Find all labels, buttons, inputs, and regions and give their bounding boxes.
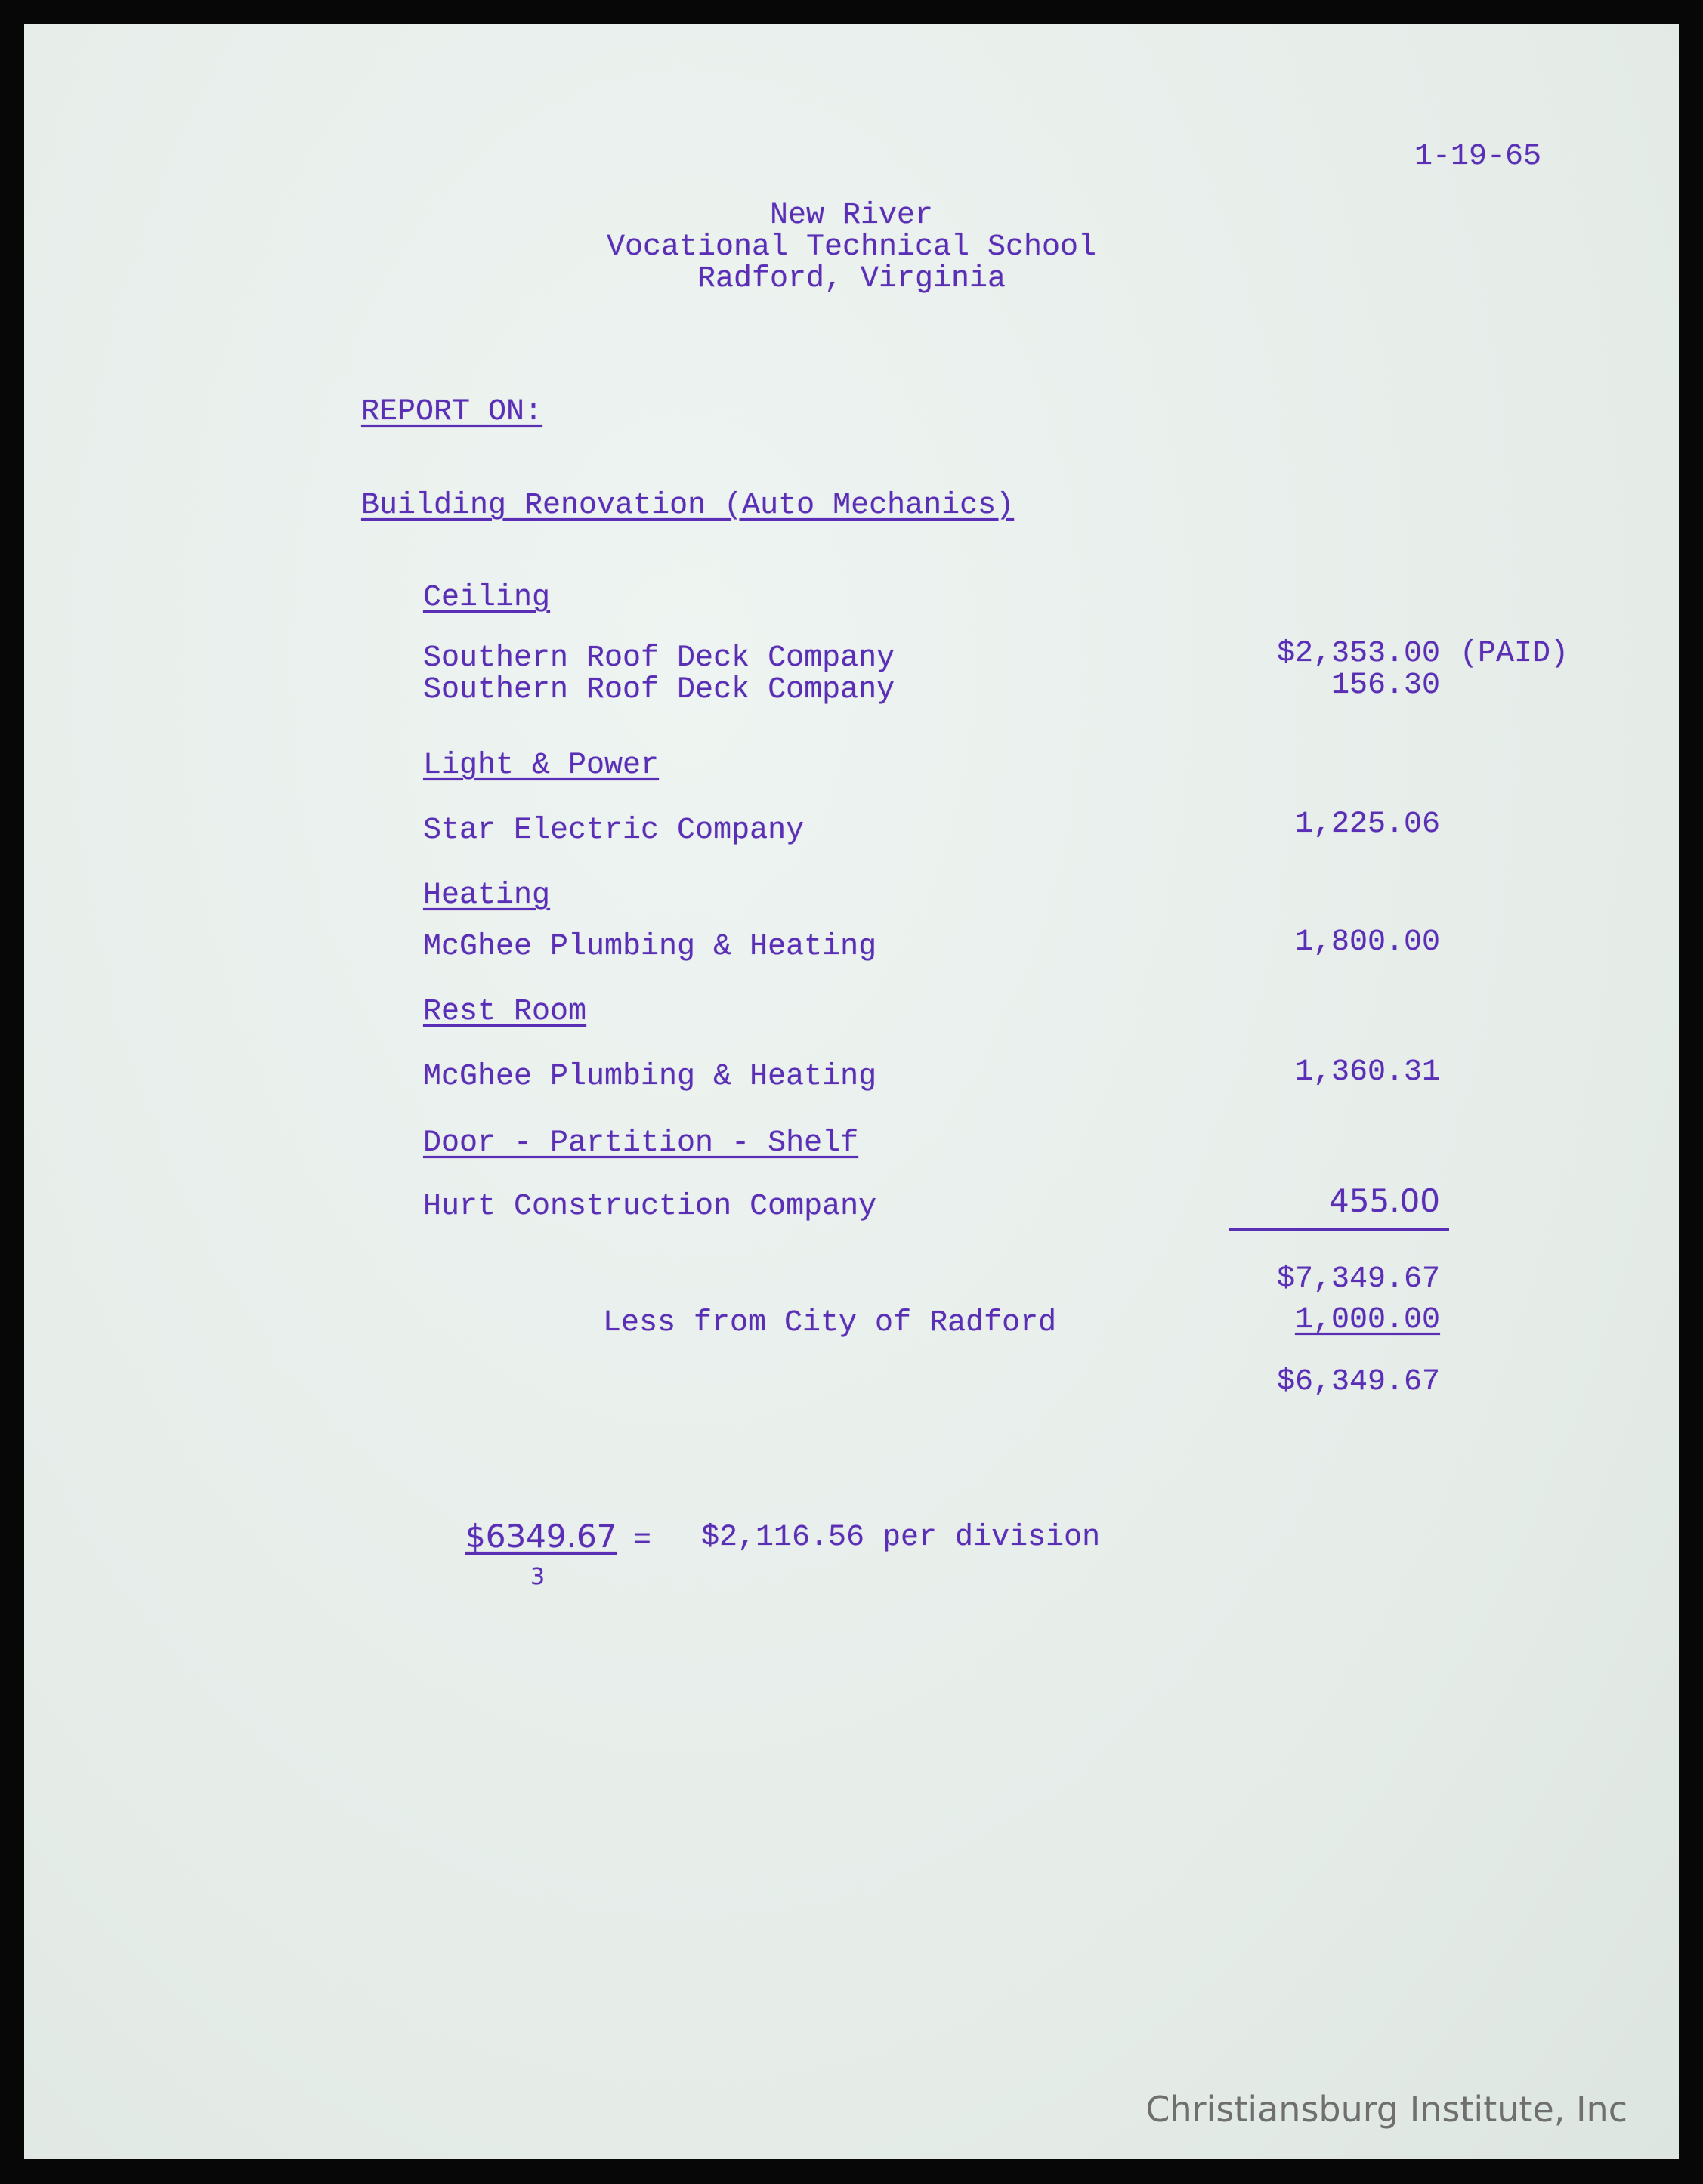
division-numerator: $6349.67	[465, 1518, 617, 1555]
project-title: Building Renovation (Auto Mechanics)	[361, 489, 1015, 523]
document-page	[24, 24, 1679, 2159]
section-heading-door-partition-shelf: Door - Partition - Shelf	[423, 1126, 859, 1160]
section-heading-rest-room: Rest Room	[423, 995, 587, 1029]
report-label: REPORT ON:	[361, 395, 543, 429]
line-item-amount: 156.30	[1331, 669, 1440, 703]
subtotal-amount: $7,349.67	[1276, 1262, 1440, 1296]
line-item-vendor: Star Electric Company	[423, 814, 805, 848]
section-heading-heating: Heating	[423, 879, 551, 913]
line-item-vendor: Southern Roof Deck Company	[423, 641, 895, 675]
section-heading-ceiling: Ceiling	[423, 581, 551, 615]
document-date: 1-19-65	[1414, 140, 1542, 174]
header-line-3: Radford, Virginia	[697, 262, 1006, 296]
line-item-amount: 1,360.31	[1294, 1055, 1440, 1089]
total-amount: $6,349.67	[1276, 1365, 1440, 1399]
line-item-vendor: Southern Roof Deck Company	[423, 673, 895, 707]
paid-note: (PAID)	[1460, 637, 1569, 671]
line-item-amount: 1,800.00	[1294, 925, 1440, 959]
line-item-vendor: McGhee Plumbing & Heating	[423, 930, 877, 964]
line-item-amount-handwritten: 455.00	[1329, 1182, 1440, 1219]
division-denominator: 3	[530, 1564, 546, 1590]
archive-watermark: Christiansburg Institute, Inc	[1145, 2089, 1627, 2130]
line-item-vendor: Hurt Construction Company	[423, 1190, 877, 1224]
division-equals: =	[633, 1524, 652, 1558]
less-label: Less from City of Radford	[603, 1306, 1057, 1340]
line-item-amount: $2,353.00	[1276, 637, 1440, 671]
sum-rule	[1229, 1228, 1449, 1231]
header-line-2: Vocational Technical School	[606, 230, 1097, 264]
less-amount: 1,000.00	[1294, 1303, 1440, 1337]
line-item-amount: 1,225.06	[1294, 808, 1440, 842]
header-line-1: New River	[769, 199, 934, 233]
line-item-vendor: McGhee Plumbing & Heating	[423, 1060, 877, 1094]
division-result: $2,116.56 per division	[701, 1521, 1101, 1555]
section-heading-light-power: Light & Power	[423, 749, 660, 783]
